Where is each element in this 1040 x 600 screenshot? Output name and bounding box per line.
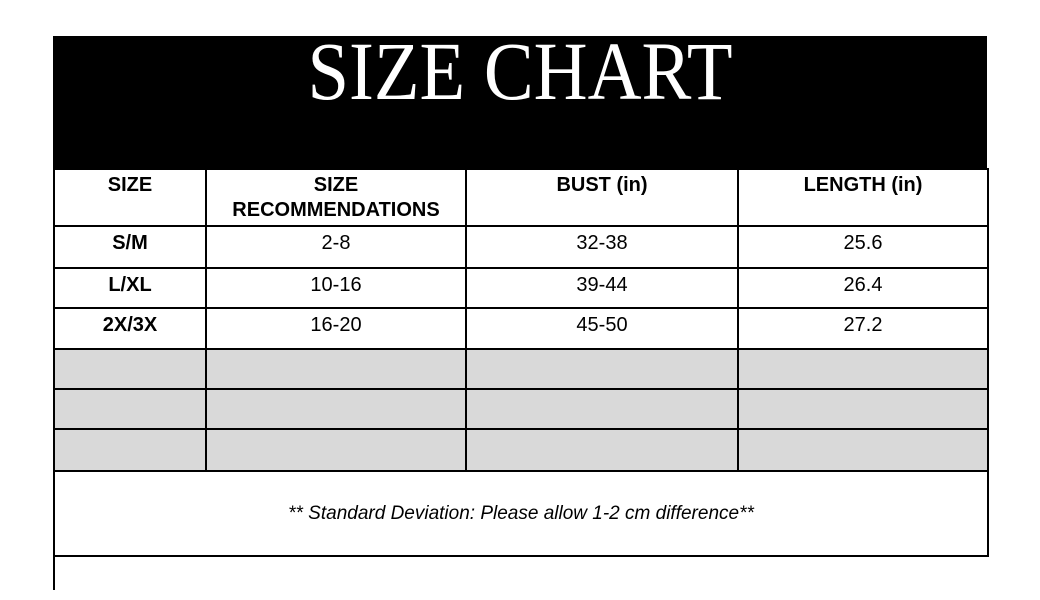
- cell-recommendations: 16-20: [206, 308, 466, 349]
- empty-cell: [466, 349, 738, 389]
- footnote-text: ** Standard Deviation: Please allow 1-2 cm difference**: [54, 471, 988, 556]
- empty-cell: [466, 389, 738, 429]
- header-size-label: SIZE: [107, 174, 153, 196]
- empty-row: [54, 349, 988, 389]
- cell-recommendations: 2-8: [206, 226, 466, 268]
- cell-bust: 45-50: [466, 308, 738, 349]
- header-cell-size: [54, 169, 206, 226]
- cell-recommendations: 10-16: [206, 268, 466, 308]
- empty-cell: [738, 349, 988, 389]
- footnote-row: [54, 471, 988, 556]
- table-row-2x3x: [54, 308, 988, 349]
- cell-size: S/M: [54, 226, 206, 268]
- cell-length: 26.4: [738, 268, 988, 308]
- empty-row: [54, 429, 988, 471]
- header-recommendations-line2: RECOMMENDATIONS: [232, 199, 440, 221]
- empty-cell: [206, 349, 466, 389]
- empty-cell: [738, 429, 988, 471]
- empty-cell: [738, 389, 988, 429]
- header-cell-length: LENGTH (in): [738, 169, 988, 226]
- cell-length: 27.2: [738, 308, 988, 349]
- header-cell-recommendations: [206, 169, 466, 226]
- empty-cell: [206, 389, 466, 429]
- cell-length: 25.6: [738, 226, 988, 268]
- table-left-border-stub: [53, 557, 55, 590]
- empty-cell: [54, 349, 206, 389]
- empty-cell: [206, 429, 466, 471]
- empty-cell: [54, 389, 206, 429]
- page-title: SIZE CHART: [307, 25, 733, 117]
- header-recommendations-line1: SIZE: [313, 174, 359, 196]
- header-row: [54, 169, 988, 226]
- table-row-lxl: [54, 268, 988, 308]
- empty-row: [54, 389, 988, 429]
- cell-bust: 32-38: [466, 226, 738, 268]
- header-cell-bust: BUST (in): [466, 169, 738, 226]
- cell-size: 2X/3X: [54, 308, 206, 349]
- table-row-sm: [54, 226, 988, 268]
- size-chart-sheet: [53, 25, 987, 590]
- empty-cell: [54, 429, 206, 471]
- cell-size: L/XL: [54, 268, 206, 308]
- cell-bust: 39-44: [466, 268, 738, 308]
- empty-cell: [466, 429, 738, 471]
- size-chart-table: [53, 168, 989, 557]
- title-banner: [53, 25, 987, 168]
